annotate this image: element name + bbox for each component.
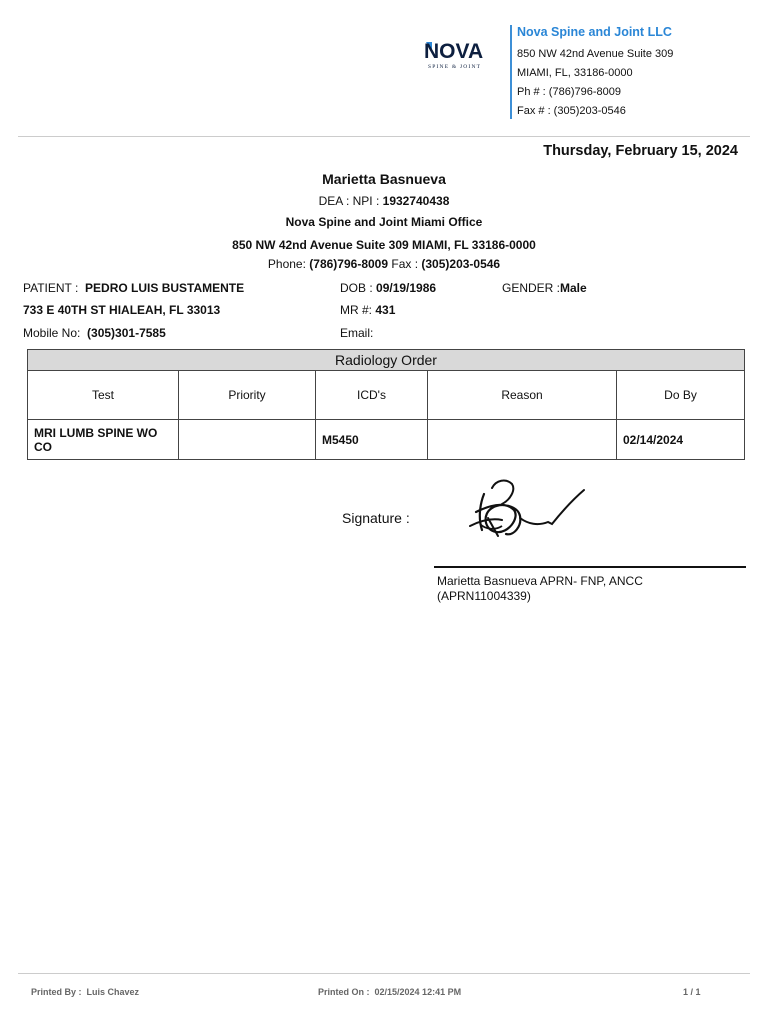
npi-label: DEA : NPI : — [318, 194, 380, 208]
order-title: Radiology Order — [28, 350, 745, 371]
provider-address: 850 NW 42nd Avenue Suite 309 MIAMI, FL 33186-0000 — [232, 238, 536, 252]
signature-image — [462, 474, 592, 546]
signer-info — [437, 574, 643, 604]
phone-label: Phone: — [267, 257, 306, 271]
patient-dob-line — [340, 281, 436, 295]
clinic-name: Nova Spine and Joint LLC — [517, 25, 672, 39]
col-do-by: Do By — [617, 371, 745, 420]
patient-email-label: Email: — [340, 326, 374, 340]
patient-mr: 431 — [375, 303, 396, 317]
header-divider — [18, 136, 750, 137]
col-reason: Reason — [428, 371, 617, 420]
signature-line — [434, 566, 746, 568]
patient-name: PEDRO LUIS BUSTAMENTE — [85, 281, 245, 295]
clinic-phone: Ph # : (786)796-8009 — [517, 86, 621, 98]
patient-mobile-line — [23, 326, 166, 340]
printed-by-value: Luis Chavez — [86, 987, 140, 997]
order-date: Thursday, February 15, 2024 — [543, 143, 738, 159]
cell-test: MRI LUMB SPINE WO CO — [28, 420, 179, 460]
logo-tagline: SPINE & JOINT — [428, 64, 482, 70]
col-icd: ICD's — [316, 371, 428, 420]
patient-mr-line — [340, 303, 395, 317]
patient-address: 733 E 40TH ST HIALEAH, FL 33013 — [23, 303, 221, 317]
printed-on — [318, 987, 461, 997]
patient-gender: Male — [560, 281, 587, 295]
provider-office: Nova Spine and Joint Miami Office — [285, 215, 483, 229]
clinic-address2: MIAMI, FL, 33186-0000 — [517, 67, 633, 79]
col-priority: Priority — [179, 371, 316, 420]
fax-value: (305)203-0546 — [421, 257, 501, 271]
signer-license: (APRN11004339) — [437, 589, 531, 603]
provider-name: Marietta Basnueva — [322, 171, 446, 187]
provider-npi — [0, 194, 768, 208]
clinic-info — [510, 25, 673, 119]
mr-label: MR #: — [340, 303, 373, 317]
patient-mobile: (305)301-7585 — [87, 326, 166, 340]
page-number: 1 / 1 — [683, 987, 701, 997]
dob-label: DOB : — [340, 281, 373, 295]
cell-priority — [179, 420, 316, 460]
mobile-label: Mobile No: — [23, 326, 81, 340]
phone-value: (786)796-8009 — [309, 257, 389, 271]
col-test: Test — [28, 371, 179, 420]
patient-gender-line — [502, 281, 587, 295]
cell-do-by: 02/14/2024 — [617, 420, 745, 460]
cell-icd: M5450 — [316, 420, 428, 460]
printed-on-label: Printed On : — [318, 987, 370, 997]
printed-on-value: 02/15/2024 12:41 PM — [374, 987, 462, 997]
footer-divider — [18, 973, 750, 974]
npi-value: 1932740438 — [382, 194, 450, 208]
table-row — [28, 420, 745, 460]
cell-reason — [428, 420, 617, 460]
fax-label: Fax : — [391, 257, 419, 271]
clinic-address1: 850 NW 42nd Avenue Suite 309 — [517, 48, 674, 60]
logo-brand: NOVA — [424, 40, 484, 63]
printed-by — [31, 987, 139, 997]
patient-label: PATIENT : — [23, 281, 79, 295]
nova-logo — [420, 38, 494, 72]
patient-dob: 09/19/1986 — [376, 281, 437, 295]
provider-phone — [0, 257, 768, 271]
patient-name-line — [23, 281, 244, 295]
gender-label: GENDER : — [502, 281, 561, 295]
radiology-order-table — [27, 349, 745, 460]
printed-by-label: Printed By : — [31, 987, 82, 997]
signature-label: Signature : — [342, 510, 410, 526]
signer-name: Marietta Basnueva APRN- FNP, ANCC — [437, 574, 643, 588]
clinic-fax: Fax # : (305)203-0546 — [517, 105, 626, 117]
